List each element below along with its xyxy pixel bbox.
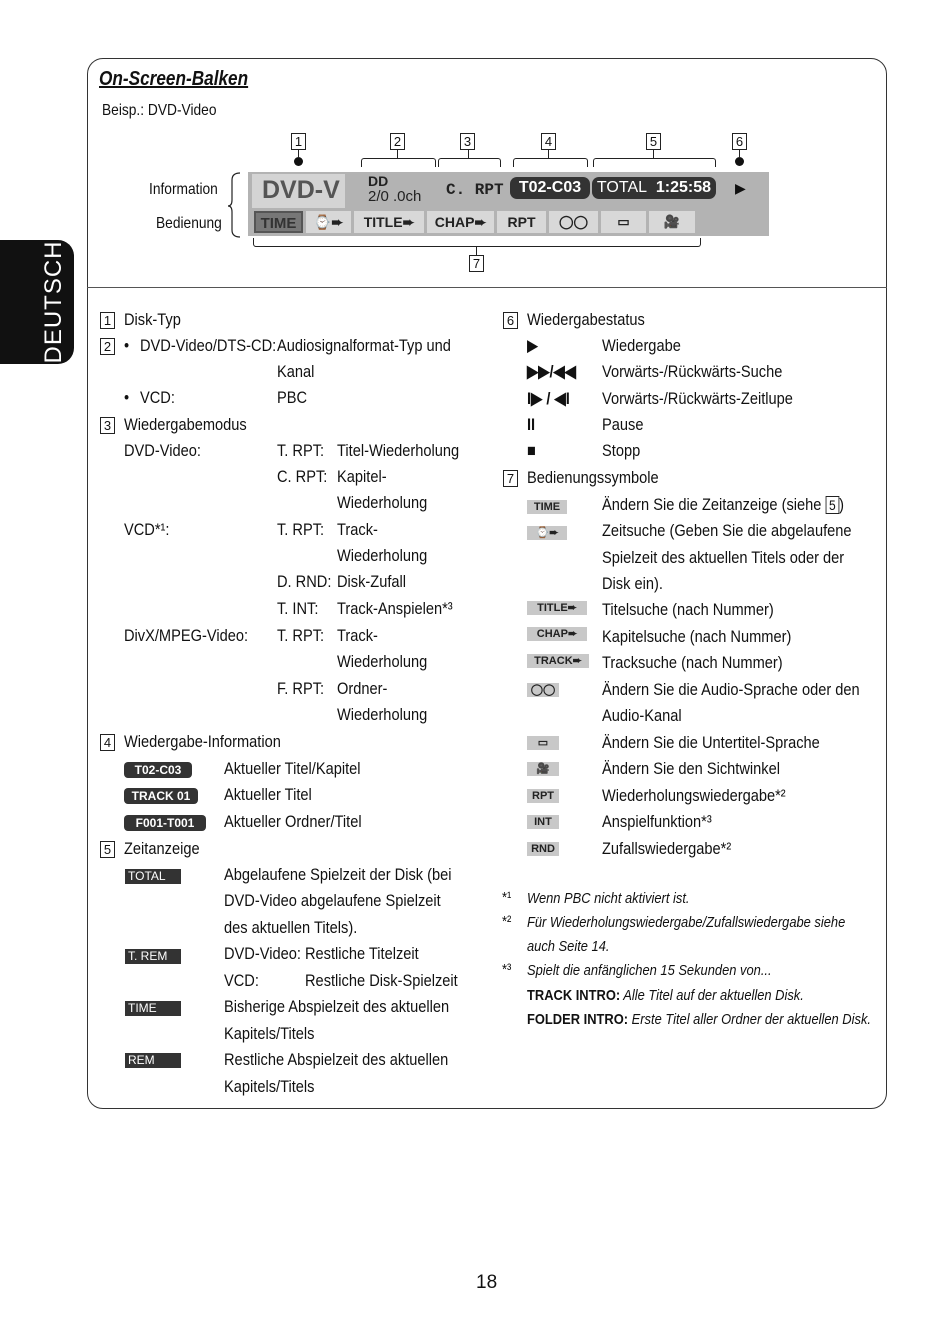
mode-desc: Track-Anspielen*³ (337, 599, 453, 618)
status-desc: Stopp (602, 441, 641, 460)
ctrl-desc: Ändern Sie den Sichtwinkel (602, 759, 780, 778)
item-num-7: 7 (503, 470, 518, 487)
mode-code: T. INT: (277, 599, 319, 618)
bracket-4 (513, 158, 588, 167)
ctrl-desc: Anspielfunktion*³ (602, 812, 712, 831)
callout-3: 3 (460, 133, 475, 150)
time-desc: Kapitels/Titels (224, 1077, 315, 1096)
bracket-2 (361, 158, 436, 167)
callout-5: 5 (646, 133, 661, 150)
play-icon: ▶ (735, 180, 746, 196)
ctrl-desc: Ändern Sie die Audio-Sprache oder den (602, 680, 860, 699)
ctrl-desc: Kapitelsuche (nach Nummer) (602, 627, 792, 646)
info-icon-folder-track: F001-T001 (124, 815, 206, 831)
leader-line (739, 150, 740, 158)
leader-line (468, 150, 469, 158)
example-caption: Beisp.: DVD-Video (102, 102, 217, 119)
mode-desc: Track- (337, 520, 378, 539)
ctrl-icon-angle: 🎥 (527, 762, 559, 776)
ctrl-icon-int: INT (527, 815, 559, 829)
leader-line (653, 150, 654, 158)
footnote: auch Seite 14. (527, 938, 610, 955)
info-desc: Aktueller Ordner/Titel (224, 812, 362, 831)
section-divider (87, 287, 887, 288)
callout-dot-6 (735, 157, 744, 166)
leader-line (476, 246, 477, 255)
label-bedienung: Bedienung (156, 215, 222, 232)
dvd-dts-value: Audiosignalformat-Typ und (277, 336, 451, 355)
ctrl-desc: Zufallswiedergabe*² (602, 839, 732, 858)
ctrl-time-search[interactable]: ⌚➨ (306, 211, 351, 233)
info-title: Wiedergabe-Information (124, 732, 281, 751)
ref-box: 5 (826, 496, 840, 514)
disc-type: DVD-V (262, 176, 340, 204)
time-icon-total: TOTAL (125, 869, 181, 884)
bracket-7 (253, 238, 701, 247)
ctrl-icon-time-search: ⌚➨ (527, 526, 567, 540)
mode-code: C. RPT: (277, 467, 328, 486)
mode-desc: Kapitel- (337, 467, 387, 486)
vcd-label: VCD: (140, 388, 175, 407)
title-part: T02- (518, 179, 552, 196)
leader-line (397, 150, 398, 158)
ctrl-chapter-search[interactable]: CHAP➨ (427, 211, 494, 233)
title-chapter-chip (510, 177, 590, 199)
ctrl-icon-subtitle: ▭ (527, 736, 559, 750)
time-desc: DVD-Video: Restliche Titelzeit (224, 944, 419, 963)
total-label: TOTAL (596, 179, 648, 196)
ctrl-icon-title: TITLE➨ (527, 601, 587, 615)
dvd-dts-label: DVD-Video/DTS-CD: (140, 336, 277, 355)
leader-line (548, 150, 549, 158)
time-desc: Restliche Abspielzeit des aktuellen (224, 1050, 449, 1069)
controls-title: Bedienungssymbole (527, 468, 659, 487)
footnote: Wenn PBC nicht aktiviert ist. (527, 890, 690, 907)
ctrl-desc (602, 495, 844, 515)
mode-code: D. RND: (277, 572, 332, 591)
status-desc: Wiedergabe (602, 336, 681, 355)
time-display-title: Zeitanzeige (124, 839, 200, 858)
ctrl-desc: Audio-Kanal (602, 706, 682, 725)
footnote-mark: *³ (502, 961, 512, 978)
playmode-vcd: VCD*¹: (124, 520, 170, 539)
info-desc: Aktueller Titel (224, 785, 312, 804)
callout-4: 4 (541, 133, 556, 150)
dvd-dts-value-cont: Kanal (277, 362, 315, 381)
mode-desc: Disk-Zufall (337, 572, 407, 591)
status-desc: Vorwärts-/Rückwärts-Zeitlupe (602, 389, 793, 408)
playmode-divx: DivX/MPEG-Video: (124, 626, 249, 645)
ctrl-icon-time: TIME (527, 500, 567, 514)
vcd-value: PBC (277, 388, 308, 407)
audio-format: 2/0 .0ch (368, 188, 422, 205)
mode-desc: Wiederholung (337, 652, 428, 671)
section-title: On-Screen-Balken (99, 68, 249, 90)
stop-symbol: ■ (527, 441, 536, 460)
status-desc: Pause (602, 415, 644, 434)
mode-desc: Ordner- (337, 679, 388, 698)
status-desc: Vorwärts-/Rückwärts-Suche (602, 362, 783, 381)
footnote-bold: FOLDER INTRO: (527, 1011, 629, 1028)
ctrl-desc: Tracksuche (nach Nummer) (602, 653, 783, 672)
play-symbol: ▶ (527, 336, 539, 355)
mode-desc: Track- (337, 626, 378, 645)
ctrl-icon-track: TRACK➨ (527, 654, 589, 668)
slow-symbol: I▶ / ◀I (527, 389, 570, 408)
time-desc: Abgelaufene Spielzeit der Disk (bei (224, 865, 452, 884)
mode-desc: Wiederholung (337, 705, 428, 724)
playmode-title: Wiedergabemodus (124, 415, 247, 434)
footnote (527, 987, 804, 1004)
ctrl-repeat[interactable]: RPT (497, 211, 546, 233)
mode-desc: Wiederholung (337, 546, 428, 565)
ctrl-desc: Zeitsuche (Geben Sie die abgelaufene (602, 521, 852, 540)
time-desc: des aktuellen Titels). (224, 918, 358, 937)
dolby-logo: DD (368, 173, 389, 189)
ctrl-subtitle-icon[interactable]: ▭ (601, 211, 646, 233)
ctrl-desc: Spielzeit des aktuellen Titels oder der (602, 548, 845, 567)
callout-dot-1 (294, 157, 303, 166)
info-icon-track: TRACK 01 (124, 788, 198, 804)
footnote-text: Alle Titel auf der aktuellen Disk. (620, 987, 804, 1004)
label-information: Information (149, 181, 218, 198)
ctrl-desc-end: ) (839, 495, 844, 514)
footnote-mark: *² (502, 913, 512, 930)
footnote-bold: TRACK INTRO: (527, 987, 621, 1004)
time-desc: Kapitels/Titels (224, 1024, 315, 1043)
time-icon-trem: T. REM (125, 949, 181, 964)
search-symbol: ▶▶/◀◀ (527, 362, 577, 381)
time-desc: DVD-Video abgelaufene Spielzeit (224, 891, 441, 910)
bullet: • (124, 388, 130, 407)
ctrl-desc: Ändern Sie die Untertitel-Sprache (602, 733, 820, 752)
play-mode: C. RPT (446, 181, 504, 199)
pause-symbol: II (527, 415, 536, 434)
bracket-5 (593, 158, 716, 167)
bracket-3 (438, 158, 501, 167)
callout-2: 2 (390, 133, 405, 150)
ctrl-icon-rpt: RPT (527, 789, 559, 803)
ctrl-title-search[interactable]: TITLE➨ (354, 211, 424, 233)
time-desc: Restliche Disk-Spielzeit (305, 971, 458, 990)
mode-desc: Wiederholung (337, 493, 428, 512)
item-num-2: 2 (100, 338, 115, 355)
ctrl-audio-icon[interactable]: ◯◯ (549, 211, 598, 233)
item-num-6: 6 (503, 312, 518, 329)
ctrl-icon-chap: CHAP➨ (527, 627, 587, 641)
ctrl-desc-text: Ändern Sie die Zeitanzeige (siehe (602, 495, 822, 514)
mode-desc: Titel-Wiederholung (337, 441, 460, 460)
bullet: • (124, 336, 130, 355)
ctrl-angle-icon[interactable]: 🎥 (649, 211, 695, 233)
leader-line (298, 150, 299, 158)
item-num-3: 3 (100, 417, 115, 434)
item-num-5: 5 (100, 841, 115, 858)
label-brace (228, 172, 242, 238)
time-desc: Bisherige Abspielzeit des aktuellen (224, 997, 450, 1016)
page-number: 18 (476, 1272, 498, 1293)
ctrl-desc: Titelsuche (nach Nummer) (602, 600, 774, 619)
ctrl-icon-rnd: RND (527, 842, 559, 856)
callout-1: 1 (291, 133, 306, 150)
ctrl-desc: Disk ein). (602, 574, 663, 593)
chapter-part: C03 (551, 179, 582, 196)
mode-code: F. RPT: (277, 679, 325, 698)
mode-code: T. RPT: (277, 441, 325, 460)
language-side-tab-label: DEUTSCH (40, 240, 67, 364)
status-title: Wiedergabestatus (527, 310, 645, 329)
mode-code: T. RPT: (277, 520, 325, 539)
footnote-text: Erste Titel aller Ordner der aktuellen Disk. (628, 1011, 871, 1028)
disk-type-title: Disk-Typ (124, 310, 181, 329)
total-time: 1:25:58 (655, 179, 712, 196)
footnote: Spielt die anfänglichen 15 Sekunden von... (527, 962, 772, 979)
callout-7: 7 (469, 255, 484, 272)
ctrl-icon-audio: ◯◯ (527, 683, 559, 697)
info-icon-title-chapter: T02-C03 (124, 762, 192, 778)
item-num-4: 4 (100, 734, 115, 751)
footnote-mark: *¹ (502, 889, 512, 906)
ctrl-time[interactable]: TIME (254, 211, 303, 233)
time-icon-rem: REM (125, 1053, 181, 1068)
info-desc: Aktueller Titel/Kapitel (224, 759, 361, 778)
time-desc: VCD: (224, 971, 259, 990)
item-num-1: 1 (100, 312, 115, 329)
ctrl-desc: Wiederholungswiedergabe*² (602, 786, 786, 805)
footnote (527, 1011, 871, 1028)
footnote: Für Wiederholungswiedergabe/Zufallswiedergabe siehe (527, 914, 846, 931)
total-time-chip (592, 177, 716, 199)
playmode-dvd: DVD-Video: (124, 441, 201, 460)
mode-code: T. RPT: (277, 626, 325, 645)
time-icon-time: TIME (125, 1001, 181, 1016)
callout-6: 6 (732, 133, 747, 150)
